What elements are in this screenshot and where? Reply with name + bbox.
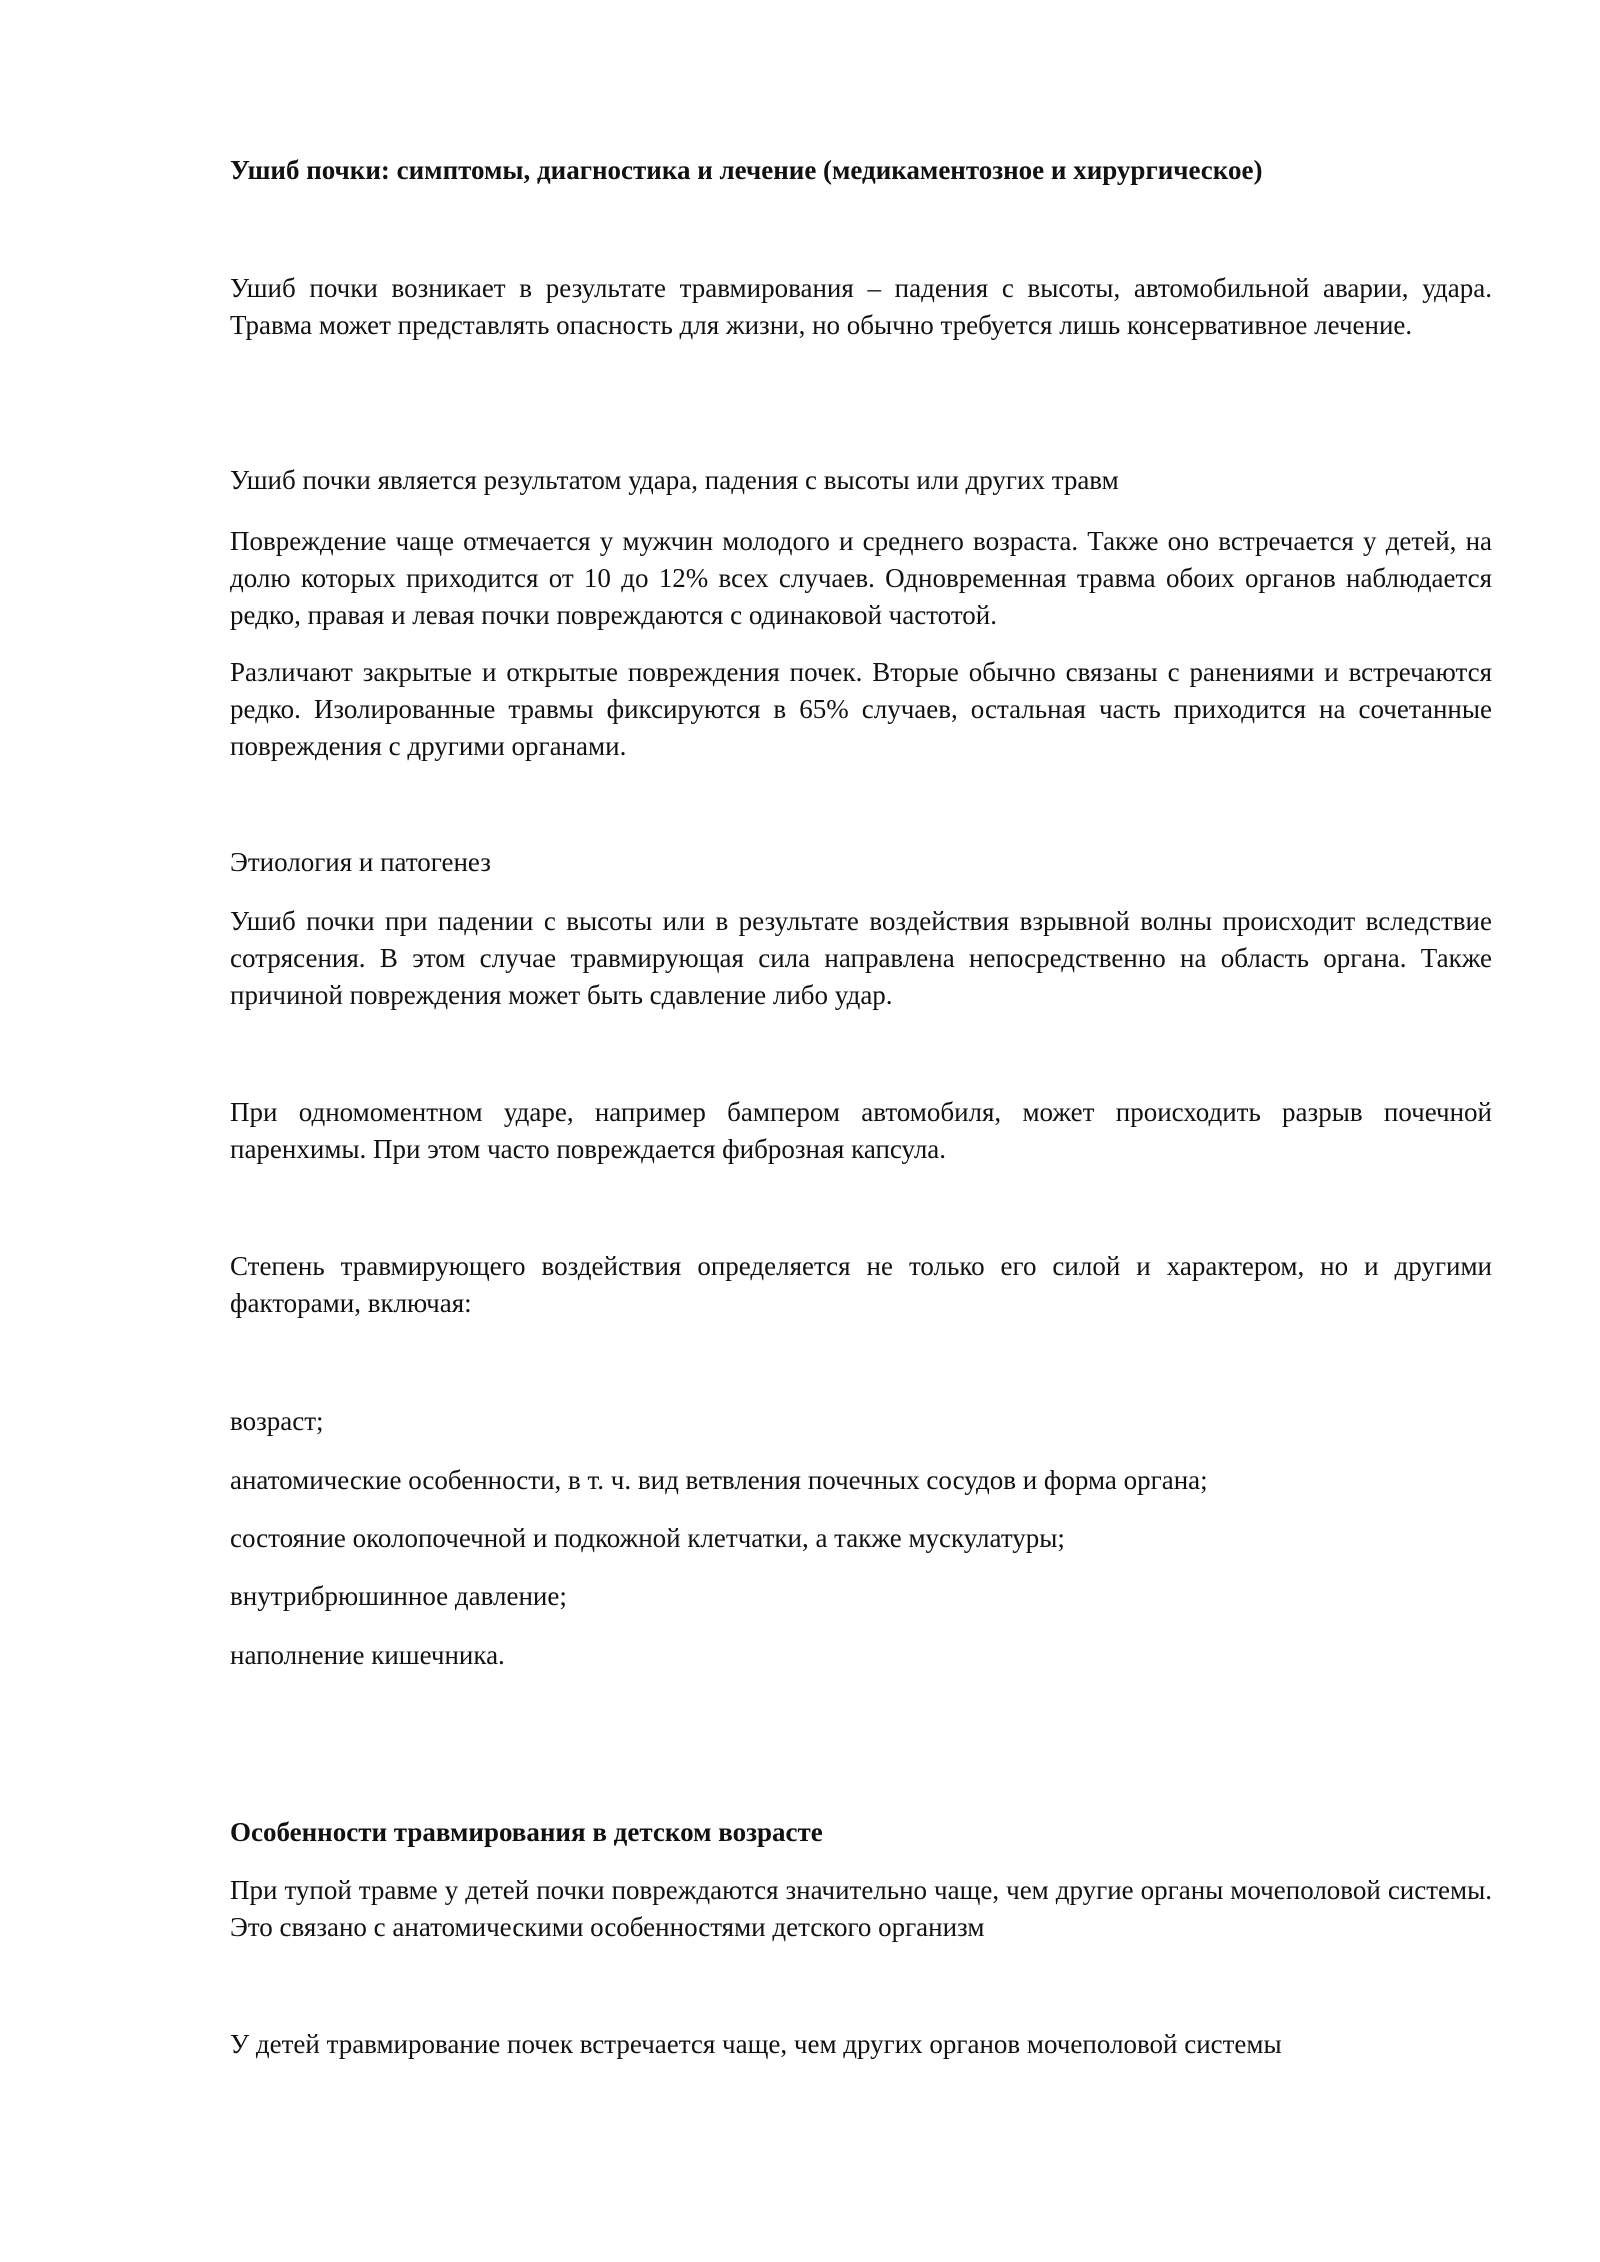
section-heading-etiology: Этиология и патогенез [230, 847, 491, 877]
paragraph: Повреждение чаще отмечается у мужчин молодого и среднего возраста. Также оно встречается у детей, на долю которых приходится от 10 до 12% всех случаев. Одновременная травма обоих органов наблюдается редко, правая и левая почки повреждаются с одинаковой частотой. [230, 526, 1492, 630]
document-title: Ушиб почки: симптомы, диагностика и лечение (медикаментозное и хирургическое) [230, 155, 1263, 185]
section-heading-children: Особенности травмирования в детском возрасте [230, 1817, 823, 1847]
paragraph: Ушиб почки при падении с высоты или в результате воздействия взрывной волны происходит вследствие сотрясения. В этом случае травмирующая сила направлена непосредственно на область органа. Также причиной повреждения может быть сдавление либо удар. [230, 906, 1492, 1010]
image-caption: Ушиб почки является результатом удара, падения с высоты или других травм [230, 465, 1119, 495]
list-item: состояние околопочечной и подкожной клетчатки, а также мускулатуры; [230, 1523, 1065, 1553]
paragraph: При тупой травме у детей почки повреждаются значительно чаще, чем другие органы мочеполовой системы. Это связано с анатомическими особенностями детского организм [230, 1875, 1492, 1942]
paragraph: При одномоментном ударе, например бампером автомобиля, может происходить разрыв почечной паренхимы. При этом часто повреждается фиброзная капсула. [230, 1097, 1492, 1164]
list-item: анатомические особенности, в т. ч. вид ветвления почечных сосудов и форма органа; [230, 1465, 1208, 1495]
list-item: наполнение кишечника. [230, 1640, 505, 1670]
paragraph: Различают закрытые и открытые повреждения почек. Вторые обычно связаны с ранениями и встречаются редко. Изолированные травмы фиксируются в 65% случаев, остальная часть приходится на сочетанные повреждения с другими органами. [230, 657, 1492, 761]
list-item: возраст; [230, 1406, 324, 1436]
list-item: внутрибрюшинное давление; [230, 1581, 567, 1611]
paragraph: Степень травмирующего воздействия определяется не только его силой и характером, но и другими факторами, включая: [230, 1251, 1492, 1318]
intro-paragraph: Ушиб почки возникает в результате травмирования – падения с высоты, автомобильной аварии, удара. Травма может представлять опасность для жизни, но обычно требуется лишь консервативное лечение. [230, 273, 1492, 340]
image-caption: У детей травмирование почек встречается чаще, чем других органов мочеполовой системы [230, 2029, 1282, 2059]
